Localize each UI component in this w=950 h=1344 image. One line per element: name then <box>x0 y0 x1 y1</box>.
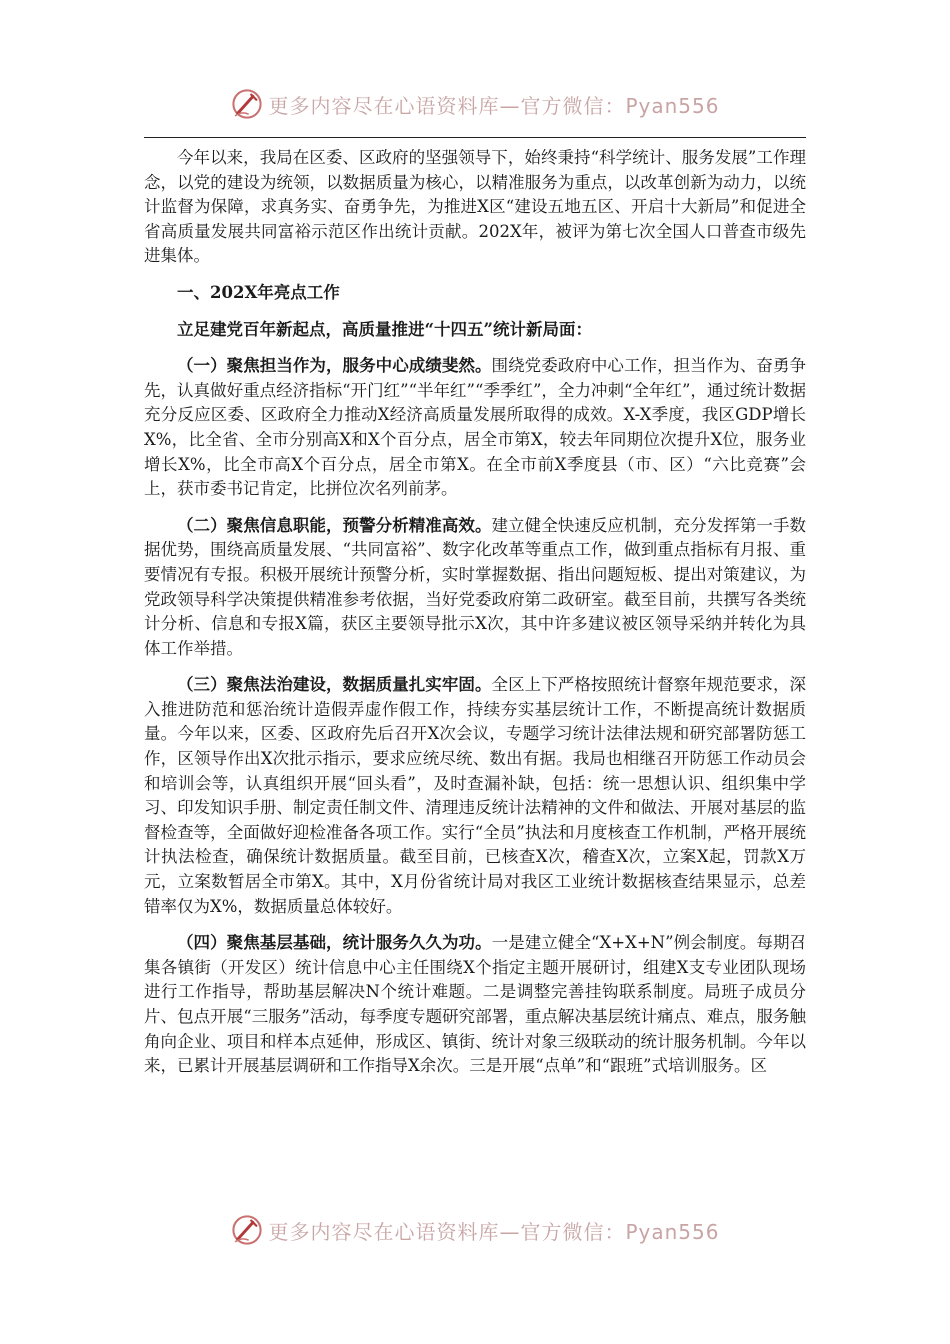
intro-paragraph: 今年以来，我局在区委、区政府的坚强领导下，始终秉持“科学统计、服务发展”工作理念，以党的建设为统领，以数据质量为核心，以精准服务为重点，以改革创新为动力，以统计监督为保障，求真务实、奋勇争先，为推进X区“建设五地五区、开启十大新局”和促进全省高质量发展共同富裕示范区作出统计贡献。202X年，被评为第七次全国人口普查市级先进集体。 <box>144 148 806 266</box>
pen-logo-icon <box>230 1213 264 1247</box>
item-lead: （三）聚焦法治建设，数据质量扎实牢固。 <box>177 675 492 695</box>
document-body <box>144 146 806 1079</box>
item-paragraph <box>144 673 806 919</box>
footer-banner-text: 更多内容尽在心语资料库—官方微信：Pyan556 <box>268 1219 720 1244</box>
item-paragraph <box>144 514 806 662</box>
section-subtitle: 立足建党百年新起点，高质量推进“十四五”统计新局面： <box>177 319 592 339</box>
header-rule <box>144 137 806 138</box>
footer-banner <box>0 1210 950 1250</box>
item-body: 一是建立健全“X+X+N”例会制度。每期召集各镇街（开发区）统计信息中心主任围绕X个指定主题开展研讨，组建X支专业团队现场进行工作指导，帮助基层解决N个统计难题。二是调整完善挂钩联系制度。局班子成员分片、包点开展“三服务”活动，每季度专题研究部署，重点解决基层统计痛点、难点，服务触角向企业、项目和样本点延伸，形成区、镇街、统计对象三级联动的统计服务机制。今年以来，已累计开展基层调研和工作指导X余次。三是开展“点单”和“跟班”式培训服务。区 <box>144 933 807 1076</box>
item-lead: （一）聚焦担当作为，服务中心成绩斐然。 <box>177 356 492 376</box>
item-body: 围绕党委政府中心工作，担当作为、奋勇争先，认真做好重点经济指标“开门红”“半年红”“季季红”，全力冲刺“全年红”，通过统计数据充分反应区委、区政府全力推动X经济高质量发展所取得的成效。X-X季度，我区GDP增长X%，比全省、全市分别高X和X个百分点，居全市第X，较去年同期位次提升X位，服务业增长X%，比全市高X个百分点，居全市第X。在全市前X季度县（市、区）“六比竞赛”会上，获市委书记肯定，比拼位次名列前茅。 <box>144 356 807 499</box>
item-lead: （二）聚焦信息职能，预警分析精准高效。 <box>177 515 492 535</box>
header-banner-text: 更多内容尽在心语资料库—官方微信：Pyan556 <box>268 93 720 118</box>
item-body: 建立健全快速反应机制，充分发挥第一手数据优势，围绕高质量发展、“共同富裕”、数字化改革等重点工作，做到重点指标有月报、重要情况有专报。积极开展统计预警分析，实时掌握数据、指出问题短板、提出对策建议，为党政领导科学决策提供精准参考依据，当好党委政府第二政研室。截至目前，共撰写各类统计分析、信息和专报X篇，获区主要领导批示X次，其中许多建议被区领导采纳并转化为具体工作举措。 <box>144 515 807 658</box>
item-paragraph <box>144 931 806 1079</box>
item-paragraph <box>144 354 806 502</box>
item-body: 全区上下严格按照统计督察年规范要求，深入推进防范和惩治统计造假弄虚作假工作，持续夯实基层统计工作，不断提高统计数据质量。今年以来，区委、区政府先后召开X次会议，专题学习统计法律法规和研究部署防惩工作，区领导作出X次批示指示，要求应统尽统、数出有据。我局也相继召开防惩工作动员会和培训会等，认真组织开展“回头看”，及时查漏补缺，包括：统一思想认识、组织集中学习、印发知识手册、制定责任制文件、清理违反统计法精神的文件和做法、开展对基层的监督检查等，全面做好迎检准备各项工作。实行“全员”执法和月度核查工作机制，严格开展统计执法检查，确保统计数据质量。截至目前，已核查X次，稽查X次，立案X起，罚款X万元，立案数暂居全市第X。其中，X月份省统计局对我区工业统计数据核查结果显示，总差错率仅为X%，数据质量总体较好。 <box>144 675 807 916</box>
pen-logo-icon <box>230 87 264 121</box>
item-lead: （四）聚焦基层基础，统计服务久久为功。 <box>177 933 492 953</box>
header-banner <box>0 84 950 124</box>
section-title: 一、202X年亮点工作 <box>177 282 340 302</box>
